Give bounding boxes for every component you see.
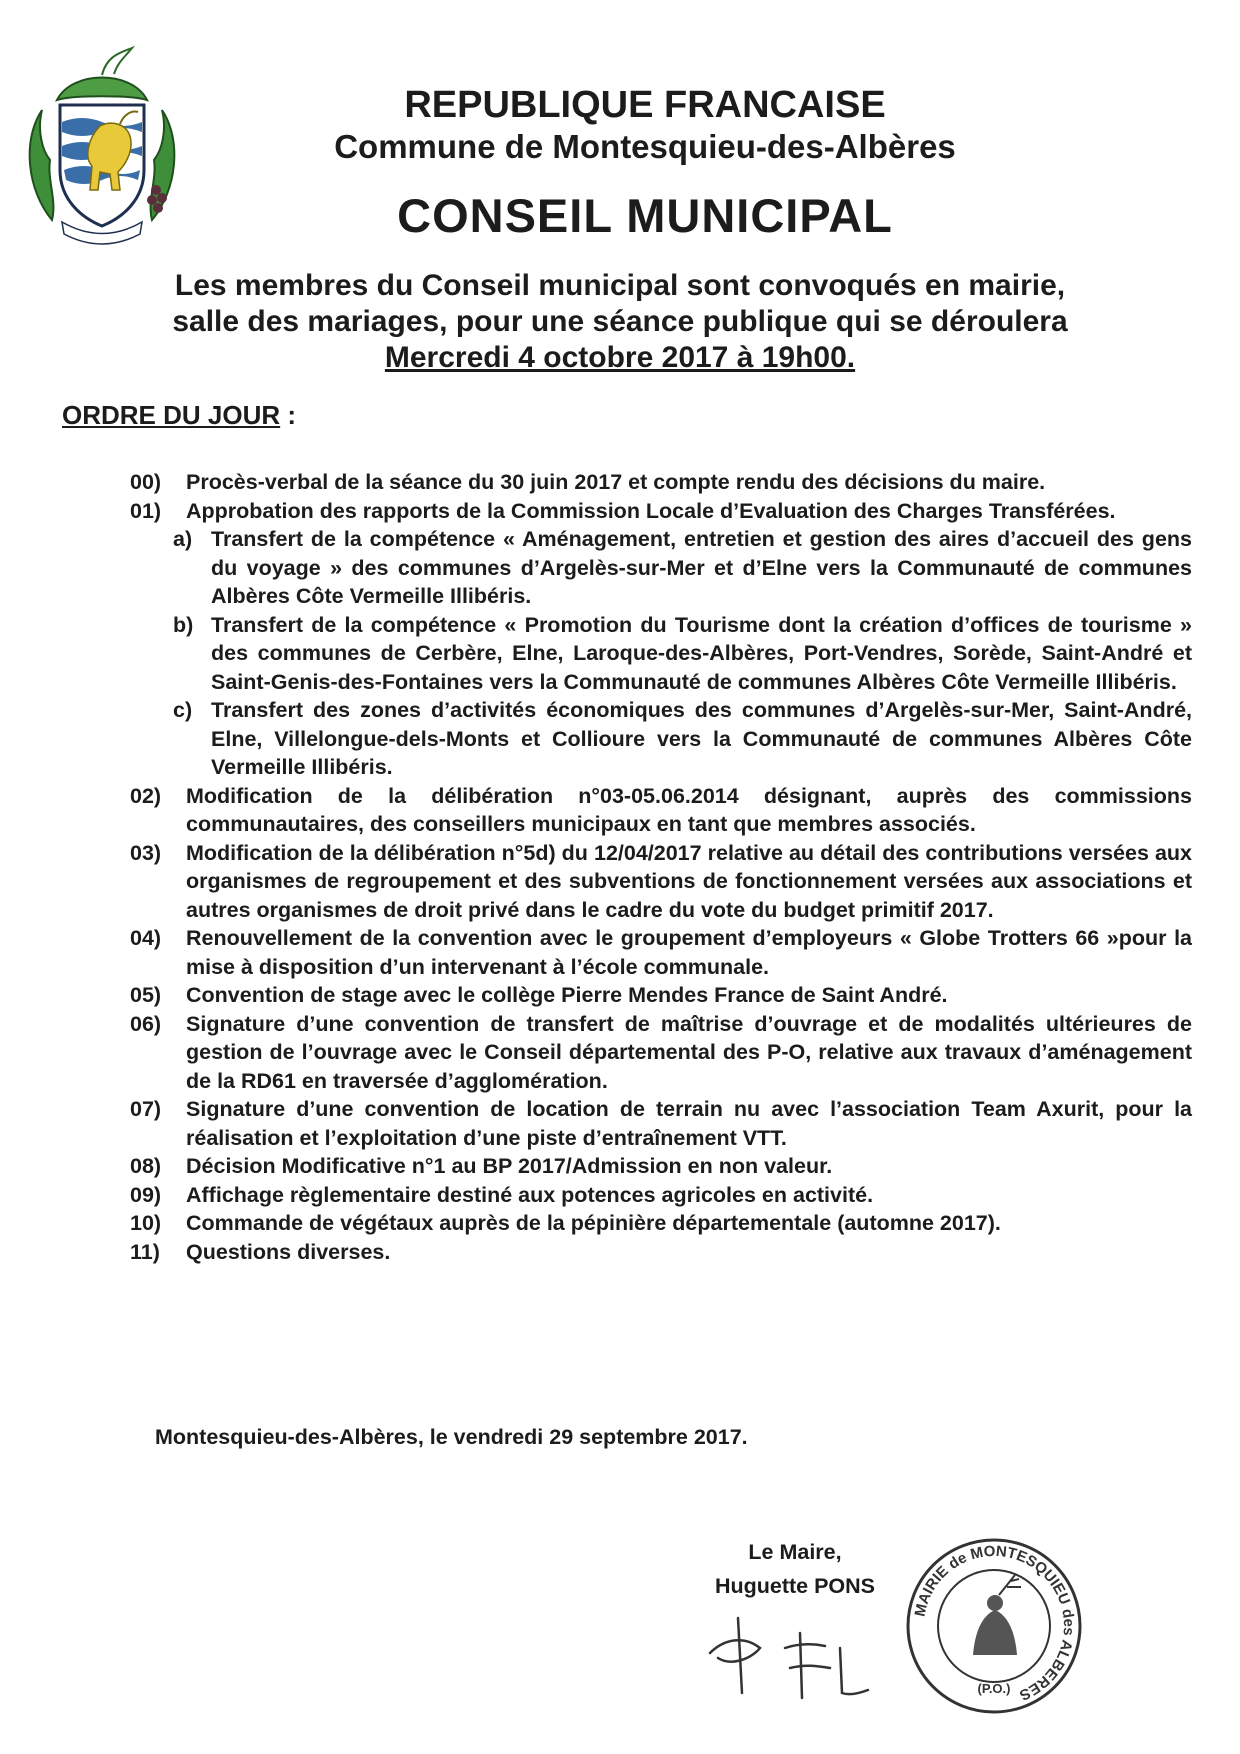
agenda-item-number: 10) xyxy=(130,1211,162,1235)
agenda-item-text: Signature d’une convention de location de terrain nu avec l’association Team Axurit, pour la réalisation et l’exploitation d’une piste d’entraînement VTT. xyxy=(186,1097,1192,1150)
agenda-item xyxy=(130,497,1192,526)
agenda-heading-text: ORDRE DU JOUR xyxy=(62,400,281,430)
agenda-item-number: 05) xyxy=(130,983,162,1007)
agenda-item-text: Renouvellement de la convention avec le groupement d’employeurs « Globe Trotters 66 »pour la mise à disposition d’un intervenant à l’école communale. xyxy=(186,926,1192,979)
agenda-item-text: Convention de stage avec le collège Pierre Mendes France de Saint André. xyxy=(186,983,948,1007)
agenda-heading xyxy=(62,400,296,431)
agenda-item xyxy=(130,1209,1192,1238)
agenda-item xyxy=(130,839,1192,925)
agenda-item-number: 03) xyxy=(130,840,162,865)
convocation-intro xyxy=(60,268,1180,376)
mayor-name: Huguette PONS xyxy=(714,1574,876,1598)
agenda-item-text: Questions diverses. xyxy=(186,1239,391,1264)
agenda-item-number: 06) xyxy=(130,1011,162,1036)
agenda-item xyxy=(130,981,1192,1010)
agenda-subitem-letter: b) xyxy=(173,612,194,637)
agenda-item xyxy=(130,1095,1192,1152)
agenda-item xyxy=(130,924,1192,981)
agenda-item-number: 09) xyxy=(130,1182,162,1207)
agenda-list xyxy=(130,468,1192,1266)
meeting-date: Mercredi 4 octobre 2017 à 19h00. xyxy=(384,341,856,374)
signature-block xyxy=(690,1535,900,1603)
agenda-item xyxy=(130,1181,1192,1210)
handwritten-signature xyxy=(690,1598,890,1718)
mairie-seal-stamp xyxy=(903,1535,1085,1717)
agenda-item xyxy=(130,1152,1192,1181)
agenda-item-text: Modification de la délibération n°03-05.06.2014 désignant, auprès des commissions communautaires, des conseillers municipaux en tant que membres associés. xyxy=(186,783,1192,836)
agenda-item-number: 07) xyxy=(130,1097,162,1121)
seal-ring-text: MAIRIE de MONTESQUIEU des ALBERES xyxy=(911,1542,1078,1704)
agenda-item-number: 01) xyxy=(130,498,162,523)
agenda-item-number: 02) xyxy=(130,783,162,808)
agenda-item-number: 11) xyxy=(130,1239,160,1264)
agenda-item-number: 00) xyxy=(130,470,162,494)
agenda-item-text: Commande de végétaux auprès de la pépinière départementale (automne 2017). xyxy=(186,1211,1001,1235)
intro-line-2: salle des mariages, pour une séance publique qui se déroulera xyxy=(172,305,1068,338)
agenda-subitem xyxy=(130,696,1192,782)
agenda-item xyxy=(130,1010,1192,1096)
agenda-subitem-letter: c) xyxy=(173,698,193,722)
place-date: Montesquieu-des-Albères, le vendredi 29 septembre 2017. xyxy=(155,1425,748,1449)
agenda-item-text: Affichage règlementaire destiné aux potences agricoles en activité. xyxy=(186,1182,874,1207)
agenda-item-text: Procès-verbal de la séance du 30 juin 2017 et compte rendu des décisions du maire. xyxy=(186,470,1046,494)
agenda-item xyxy=(130,1238,1192,1267)
agenda-item-number: 08) xyxy=(130,1154,162,1178)
agenda-heading-suffix: : xyxy=(280,400,297,430)
page-title: CONSEIL MUNICIPAL xyxy=(397,189,893,242)
agenda-item-number: 04) xyxy=(130,926,162,950)
republic-heading: REPUBLIQUE FRANCAISE xyxy=(404,84,886,126)
agenda-subitem xyxy=(130,525,1192,611)
agenda-item xyxy=(130,468,1192,497)
mayor-role: Le Maire, xyxy=(748,1540,842,1564)
agenda-subitem-text: Transfert de la compétence « Aménagement, entretien et gestion des aires d’accueil des gens du voyage » des communes d’Argelès-sur-Mer et d’Elne vers la Communauté de communes Albères Côte Vermeille Illibéris. xyxy=(211,527,1192,608)
agenda-subitem-letter: a) xyxy=(173,527,193,551)
agenda-item-text: Décision Modificative n°1 au BP 2017/Admission en non valeur. xyxy=(186,1154,833,1178)
agenda-item-text: Signature d’une convention de transfert de maîtrise d’ouvrage et de modalités ultérieures de gestion de l’ouvrage avec le Conseil départemental des P-O, relative aux travaux d’aménagement de la RD61 en traversée d’agglomération. xyxy=(186,1011,1192,1093)
agenda-subitem-text: Transfert des zones d’activités économiques des communes d’Argelès-sur-Mer, Saint-André, Elne, Villelongue-dels-Monts et Collioure vers la Communauté de communes Albères Côte Vermeille Illibéris. xyxy=(211,698,1192,779)
agenda-subitem xyxy=(130,611,1192,697)
agenda-item-text: Approbation des rapports de la Commission Locale d’Evaluation des Charges Transférées. xyxy=(186,498,1116,523)
commune-heading: Commune de Montesquieu-des-Albères xyxy=(334,128,956,165)
intro-line-1: Les membres du Conseil municipal sont convoqués en mairie, xyxy=(174,269,1066,302)
agenda-item xyxy=(130,782,1192,839)
agenda-subitem-text: Transfert de la compétence « Promotion du Tourisme dont la création d’offices de tourisme » des communes de Cerbère, Elne, Laroque-des-Albères, Port-Vendres, Sorède, Saint-André et Saint-Genis-des-Fontaines vers la Communauté de communes Albères Côte Vermeille Illibéris. xyxy=(211,612,1192,694)
agenda-item-text: Modification de la délibération n°5d) du 12/04/2017 relative au détail des contributions versées aux organismes de regroupement et des subventions de fonctionnement versées aux associations et autres organismes de droit privé dans le cadre du vote du budget primitif 2017. xyxy=(186,840,1192,922)
seal-bottom-text: (P.O.) xyxy=(977,1681,1011,1696)
